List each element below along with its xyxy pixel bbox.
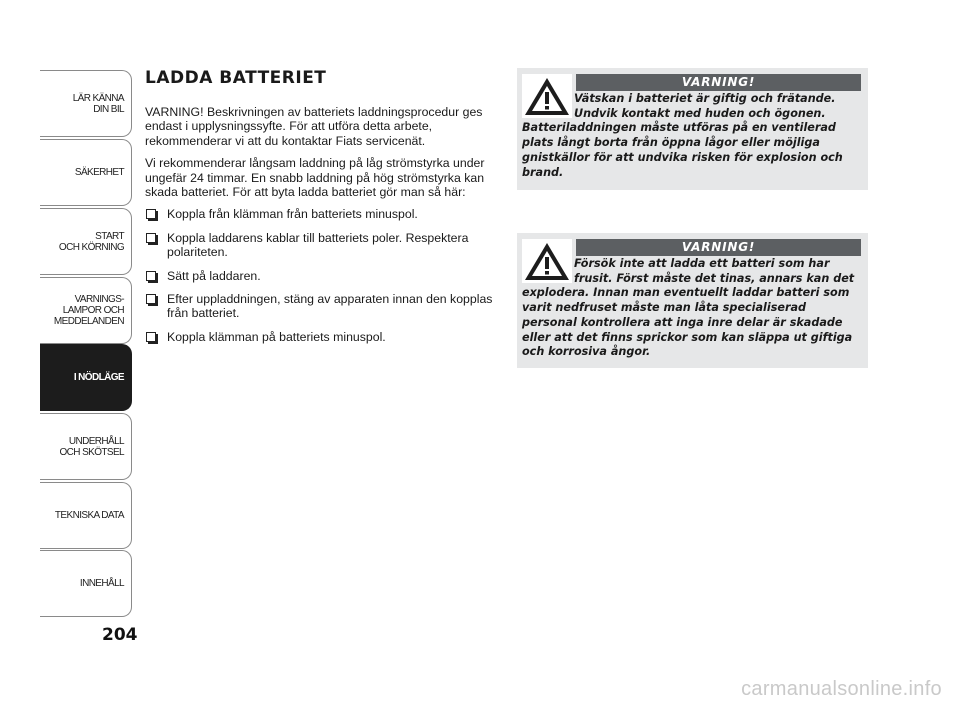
- list-item: [145, 207, 497, 221]
- checkbox-bullet-icon: [146, 294, 156, 304]
- tab-innehall[interactable]: [40, 550, 132, 617]
- warning-triangle-icon: [522, 74, 572, 118]
- tab-label: VARNINGS- LAMPOR OCH MEDDELANDEN: [53, 294, 124, 327]
- tab-label: INNEHÅLL: [79, 578, 124, 589]
- tab-label: UNDERHÅLL OCH SKÖTSEL: [59, 435, 124, 458]
- warning-header: VARNING!: [576, 74, 861, 91]
- warning-text-rest: Batteriladdningen måste utföras på en ventilerad plats långt borta från öppna lågor eller möjliga gnistkällor för att undvika risken för explosion och brand.: [522, 121, 843, 179]
- step-text: Efter uppladdningen, stäng av apparaten innan den kopplas från batteriet.: [167, 292, 493, 321]
- warning-triangle-icon: [522, 239, 572, 283]
- checkbox-bullet-icon: [146, 233, 156, 243]
- list-item: [145, 292, 497, 321]
- step-text: Koppla klämman på batteriets minuspol.: [167, 329, 386, 344]
- tab-label: SÄKERHET: [74, 167, 124, 178]
- step-text: Sätt på laddaren.: [167, 268, 261, 283]
- checkbox-bullet-icon: [146, 209, 156, 219]
- tab-lar-kanna-din-bil[interactable]: [40, 70, 132, 137]
- warning-text-first: Försök inte att ladda ett batteri som har frusit. Först måste det tinas, annars kan det: [574, 257, 855, 285]
- warning-text-first: Vätskan i batteriet är giftig och frätande. Undvik kontakt med huden och ögonen.: [574, 92, 836, 120]
- warning-box-frozen-battery: [517, 233, 868, 368]
- tab-label: LÄR KÄNNA DIN BIL: [72, 92, 124, 115]
- list-item: [145, 231, 497, 260]
- warning-header: VARNING!: [576, 239, 861, 256]
- tab-start-och-korning[interactable]: [40, 208, 132, 275]
- warning-text-rest: explodera. Innan man eventuellt laddar batteri som varit nedfruset måste man låta specialiserad personal kontrollera att inga inre delar är skadade eller att det finns sprickor som kan släppa ut giftiga och korrosiva ångor.: [522, 286, 853, 359]
- instruction-paragraph: Vi rekommenderar långsam laddning på låg strömstyrka under ungefär 24 timmar. En snabb laddning på hög strömstyrka kan skada batteriet. För att byta ladda batteriet gör man så här:: [145, 156, 485, 200]
- intro-paragraph: VARNING! Beskrivningen av batteriets laddningsprocedur ges endast i upplysningssyfte. För att utföra detta arbete, rekommenderar vi att du kontaktar Fiats servicenät.: [145, 105, 483, 148]
- tab-tekniska-data[interactable]: [40, 482, 132, 549]
- list-item: [145, 330, 497, 344]
- tab-label: I NÖDLÄGE: [73, 372, 124, 383]
- tab-label: TEKNISKA DATA: [54, 510, 124, 521]
- tab-label: START OCH KÖRNING: [58, 230, 124, 253]
- step-text: Koppla från klämman från batteriets minuspol.: [167, 207, 418, 222]
- checkbox-bullet-icon: [146, 332, 156, 342]
- tab-varningslampor[interactable]: [40, 277, 132, 344]
- list-item: [145, 269, 497, 283]
- warning-box-toxic-fluid: [517, 68, 868, 190]
- tab-underhall-och-skotsel[interactable]: [40, 413, 132, 480]
- main-content: [145, 68, 497, 353]
- page-title: LADDA BATTERIET: [145, 68, 327, 88]
- step-list: [145, 207, 497, 344]
- watermark: carmanualsonline.info: [741, 678, 942, 700]
- tab-sakerhet[interactable]: [40, 139, 132, 206]
- step-text: Koppla laddarens kablar till batteriets poler. Respektera polariteten.: [167, 230, 469, 260]
- tab-i-nodlage[interactable]: [40, 344, 132, 411]
- checkbox-bullet-icon: [146, 271, 156, 281]
- page-number: 204: [102, 625, 138, 645]
